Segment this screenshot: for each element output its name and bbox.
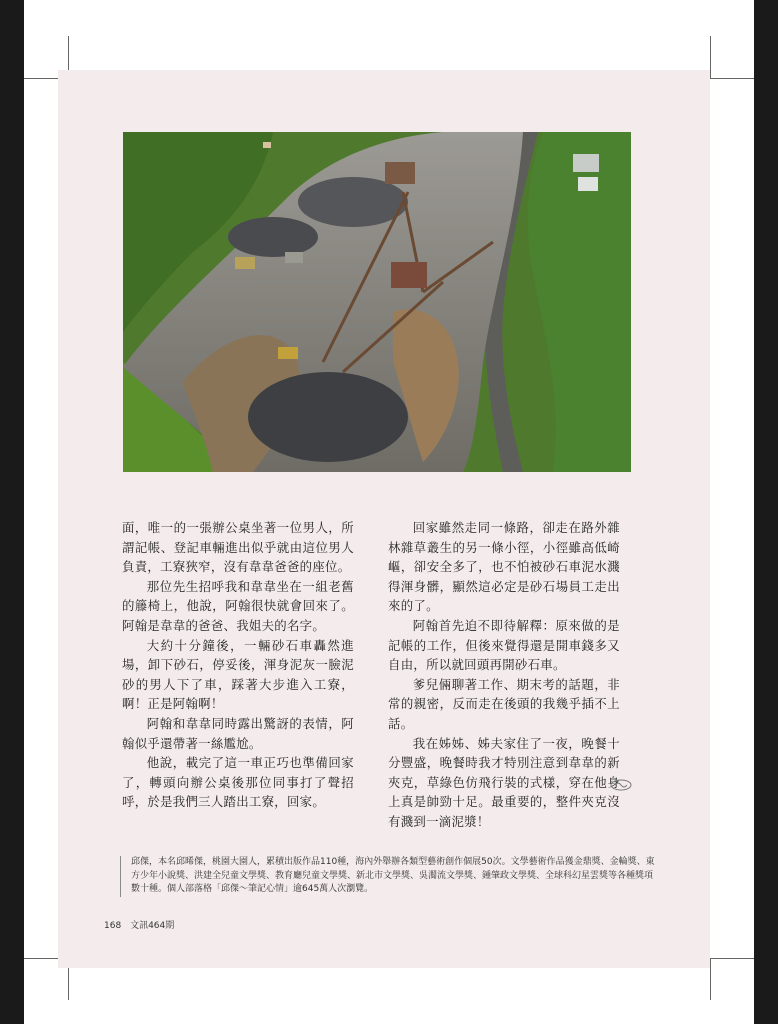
article-right-column xyxy=(388,518,620,832)
article-left-column xyxy=(122,518,354,812)
end-mark-icon xyxy=(610,776,632,788)
author-bio: 邱傑，本名邱晞傑，桃園大園人，累積出版作品110種，海內外舉辦各類型藝術創作個展50次。文學藝術作品獲金鼎獎、金輪獎、東方少年小說獎、洪建全兒童文學獎、教育廳兒童文學獎、新北市文學獎、吳濁流文學獎、鍾肇政文學獎、全球科幻星雲獎等各種獎項數十種。個人部落格「邱傑～筆記心情」逾645萬人次瀏覽。 xyxy=(120,856,656,897)
paragraph: 爹兒倆聊著工作、期末考的話題，非常的親密，反而走在後頭的我幾乎插不上話。 xyxy=(388,676,620,731)
paragraph: 大約十分鐘後，一輛砂石車轟然進場，卸下砂石，停妥後，渾身泥灰一臉泥砂的男人下了車，踩著大步進入工寮，啊！正是阿翰啊！ xyxy=(122,637,354,712)
crop-mark xyxy=(710,36,711,78)
paragraph: 回家雖然走同一條路，卻走在路外雜林雜草叢生的另一條小徑，小徑雖高低崎嶇，卻安全多了，也不怕被砂石車泥水濺得渾身髒，顯然這必定是砂石場員工走出來的了。 xyxy=(388,520,620,614)
crop-mark xyxy=(710,958,754,959)
paragraph: 面，唯一的一張辦公桌坐著一位男人，所謂記帳、登記車輛進出似乎就由這位男人負責，工寮狹窄，沒有韋韋爸爸的座位。 xyxy=(122,520,354,575)
paragraph: 阿翰和韋韋同時露出驚訝的表情，阿翰似乎還帶著一絲尷尬。 xyxy=(122,715,354,751)
crop-mark xyxy=(710,78,754,79)
paragraph: 他說，載完了這一車正巧也準備回家了，轉頭向辦公桌後那位同事打了聲招呼，於是我們三人踏出工寮，回家。 xyxy=(122,755,354,810)
paragraph: 那位先生招呼我和韋韋坐在一組老舊的籐椅上，他說，阿翰很快就會回來了。阿翰是韋韋的爸爸、我姐夫的名字。 xyxy=(122,578,354,633)
crop-mark xyxy=(710,958,711,1000)
quarry-aerial-photo xyxy=(123,132,631,472)
page-number: 168 xyxy=(104,921,122,931)
paragraph: 我在姊姊、姊夫家住了一夜，晚餐十分豐盛，晚餐時我才特別注意到韋韋的新夾克，草綠色仿飛行裝的式樣，穿在他身上真是帥勁十足。最重要的，整件夾克沒有濺到一滴泥漿！ xyxy=(388,735,620,829)
page-footer xyxy=(104,918,180,931)
paragraph: 阿翰首先迫不即待解釋：原來做的是記帳的工作，但後來覺得還是開車錢多又自由，所以就回頭再開砂石車。 xyxy=(388,617,620,673)
publication-name: 文訊464期 xyxy=(130,921,175,931)
